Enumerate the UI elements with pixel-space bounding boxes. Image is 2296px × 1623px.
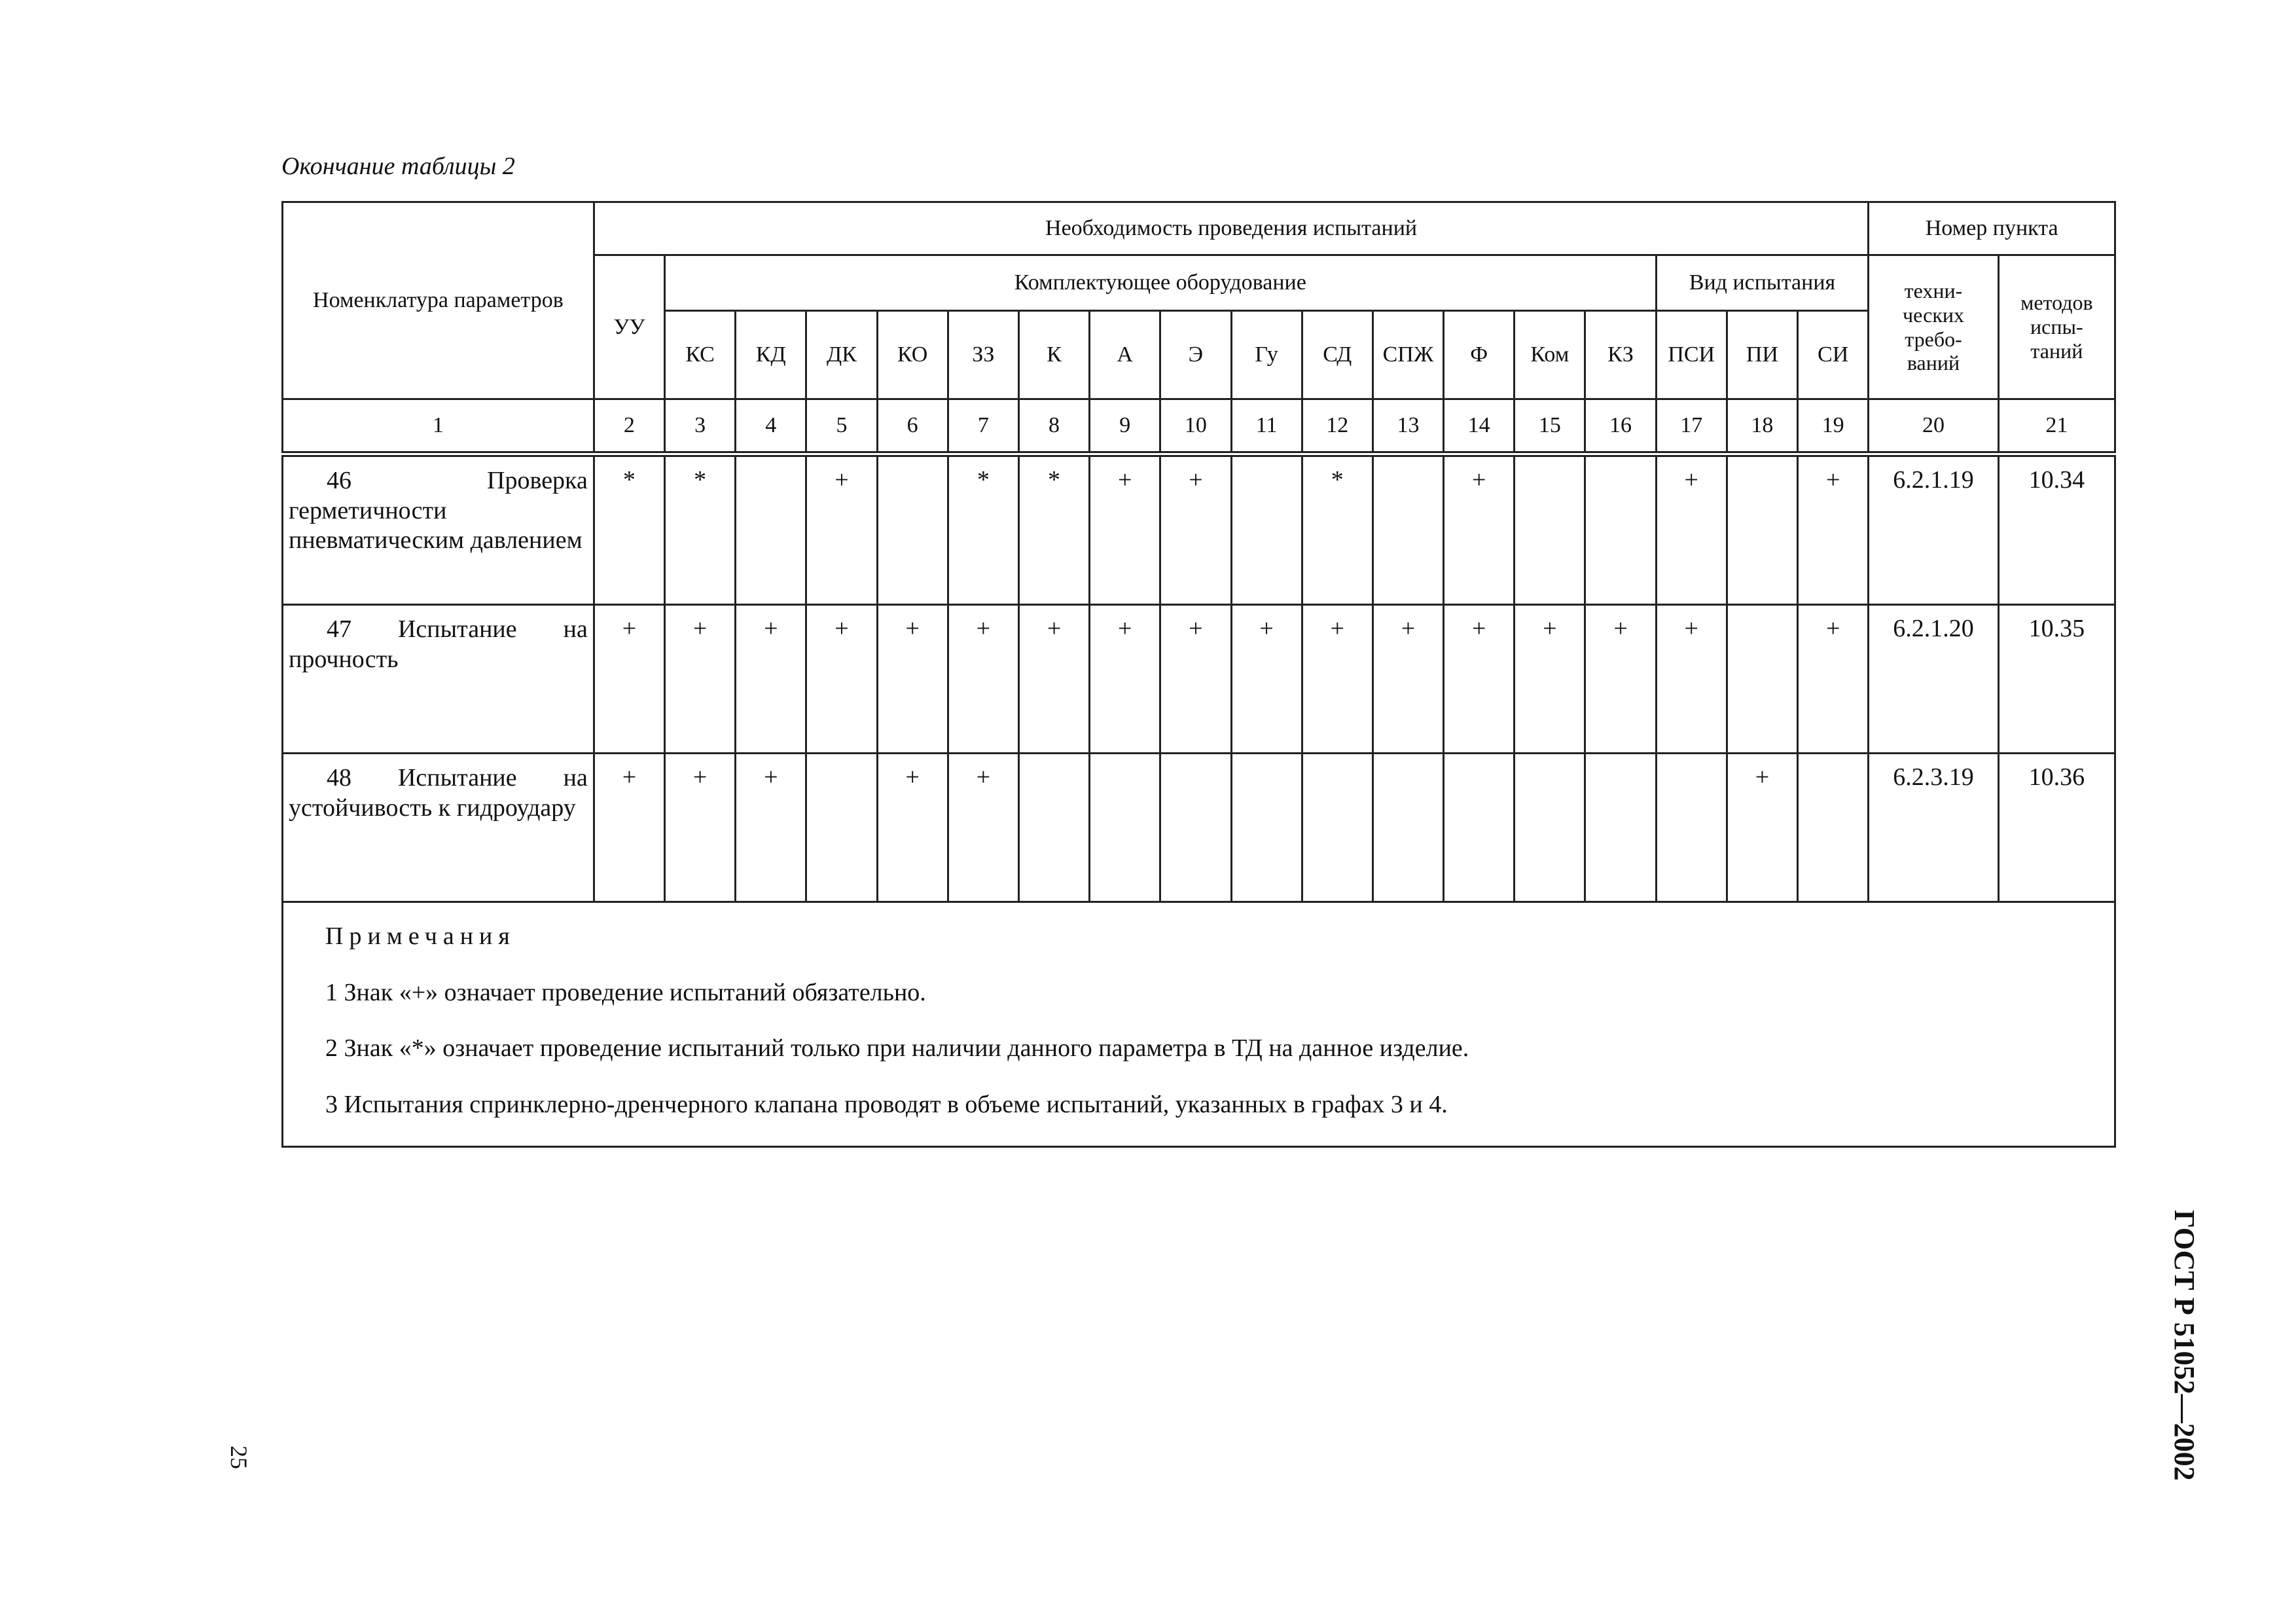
note-item: 2 Знак «*» означает проведение испытаний только при наличии данного параметра в ТД на данное изделие. <box>325 1034 1469 1063</box>
test-mark: + <box>1798 454 1869 605</box>
column-number: 11 <box>1231 399 1302 454</box>
test-requirements-table <box>281 201 2116 1148</box>
column-number: 21 <box>1998 399 2115 454</box>
test-mark <box>1372 454 1443 605</box>
test-mark: + <box>1231 605 1302 754</box>
column-number: 16 <box>1585 399 1656 454</box>
test-mark: + <box>1372 605 1443 754</box>
test-method-clause: 10.36 <box>1998 754 2115 902</box>
test-mark: + <box>806 605 877 754</box>
header-test-type: Вид испытания <box>1656 255 1869 311</box>
column-number: 3 <box>665 399 736 454</box>
test-mark: + <box>1515 605 1585 754</box>
column-number: 13 <box>1372 399 1443 454</box>
parameter-name-rest: герметичности пневматическим давлением <box>289 496 583 555</box>
table-row <box>283 454 2115 605</box>
test-mark: * <box>1018 454 1089 605</box>
test-mark: + <box>877 605 948 754</box>
test-mark <box>1727 605 1797 754</box>
parameter-name-rest: на прочность <box>289 615 588 673</box>
column-number: 2 <box>594 399 664 454</box>
test-mark <box>1302 754 1372 902</box>
column-number: 17 <box>1656 399 1727 454</box>
test-code: ПСИ <box>1656 311 1727 399</box>
equipment-code: КО <box>877 311 948 399</box>
column-number: 14 <box>1444 399 1515 454</box>
test-mark <box>1515 454 1585 605</box>
test-code: ПИ <box>1727 311 1797 399</box>
column-number: 5 <box>806 399 877 454</box>
test-method-clause: 10.34 <box>1998 454 2115 605</box>
test-mark: + <box>1090 605 1160 754</box>
column-number: 6 <box>877 399 948 454</box>
table-caption: Окончание таблицы 2 <box>281 153 515 180</box>
test-mark <box>1090 754 1160 902</box>
test-mark: + <box>736 605 806 754</box>
test-mark: + <box>877 754 948 902</box>
test-mark: + <box>594 754 664 902</box>
note-item: 3 Испытания спринклерно-дренчерного клапана проводят в объеме испытаний, указанных в графах 3 и 4. <box>325 1091 1448 1119</box>
column-number: 4 <box>736 399 806 454</box>
equipment-code: КЗ <box>1585 311 1656 399</box>
test-mark <box>1160 754 1231 902</box>
notes-section <box>283 902 2115 1147</box>
test-mark: * <box>1302 454 1372 605</box>
equipment-code: КС <box>665 311 736 399</box>
test-mark <box>1444 754 1515 902</box>
header-clause-number: Номер пункта <box>1869 202 2115 255</box>
column-number: 18 <box>1727 399 1797 454</box>
test-mark: + <box>1444 454 1515 605</box>
test-mark: + <box>948 754 1018 902</box>
column-number: 15 <box>1515 399 1585 454</box>
test-mark <box>736 454 806 605</box>
header-param-name: Номенклатура параметров <box>283 202 594 399</box>
test-mark: + <box>1018 605 1089 754</box>
column-number: 7 <box>948 399 1018 454</box>
page-number: 25 <box>226 1446 252 1469</box>
test-mark: + <box>948 605 1018 754</box>
table-row <box>283 605 2115 754</box>
parameter-name-lead: 48 Испытание <box>327 764 517 792</box>
test-mark: + <box>1656 605 1727 754</box>
header-test-methods: методов испы- таний <box>1998 255 2115 399</box>
equipment-code: Э <box>1160 311 1231 399</box>
equipment-code: СД <box>1302 311 1372 399</box>
test-mark: * <box>665 454 736 605</box>
test-mark <box>1585 454 1656 605</box>
test-mark: + <box>806 454 877 605</box>
test-mark: + <box>665 754 736 902</box>
test-mark: + <box>594 605 664 754</box>
parameter-name <box>283 754 594 902</box>
test-mark <box>1798 754 1869 902</box>
test-mark: + <box>1302 605 1372 754</box>
equipment-code: Гу <box>1231 311 1302 399</box>
equipment-code: Ф <box>1444 311 1515 399</box>
parameter-name <box>283 454 594 605</box>
column-number: 12 <box>1302 399 1372 454</box>
equipment-code: А <box>1090 311 1160 399</box>
test-mark <box>877 454 948 605</box>
test-mark: + <box>1090 454 1160 605</box>
test-mark: + <box>1160 605 1231 754</box>
equipment-code: Ком <box>1515 311 1585 399</box>
test-mark: * <box>948 454 1018 605</box>
equipment-code: СПЖ <box>1372 311 1443 399</box>
test-mark: + <box>1585 605 1656 754</box>
test-mark: * <box>594 454 664 605</box>
parameter-name-lead: 46 Проверка <box>327 467 588 494</box>
test-mark: + <box>665 605 736 754</box>
test-mark <box>1231 454 1302 605</box>
column-number: 19 <box>1798 399 1869 454</box>
header-tech-req: техни- ческих требо- ваний <box>1869 255 1998 399</box>
test-mark <box>1515 754 1585 902</box>
note-item: 1 Знак «+» означает проведение испытаний обязательно. <box>325 978 926 1006</box>
column-number: 9 <box>1090 399 1160 454</box>
test-mark: + <box>1798 605 1869 754</box>
test-code: СИ <box>1798 311 1869 399</box>
notes-title: Примечания <box>325 922 516 950</box>
parameter-name-rest: на устойчивость к гидроудару <box>289 764 588 822</box>
tech-req-clause: 6.2.3.19 <box>1869 754 1998 902</box>
header-necessity: Необходимость проведения испытаний <box>594 202 1869 255</box>
header-equipment: Комплектующее оборудование <box>665 255 1657 311</box>
standard-designation: ГОСТ Р 51052—2002 <box>2168 1210 2200 1481</box>
test-mark <box>1585 754 1656 902</box>
test-mark <box>1372 754 1443 902</box>
column-number: 20 <box>1869 399 1998 454</box>
test-mark: + <box>1727 754 1797 902</box>
equipment-code: ДК <box>806 311 877 399</box>
test-mark <box>1727 454 1797 605</box>
table-row <box>283 754 2115 902</box>
test-mark: + <box>1160 454 1231 605</box>
tech-req-clause: 6.2.1.20 <box>1869 605 1998 754</box>
test-mark <box>806 754 877 902</box>
test-method-clause: 10.35 <box>1998 605 2115 754</box>
equipment-code: ЗЗ <box>948 311 1018 399</box>
column-number: 8 <box>1018 399 1089 454</box>
test-mark <box>1231 754 1302 902</box>
column-number: 1 <box>283 399 594 454</box>
header-uu: УУ <box>594 255 664 399</box>
parameter-name <box>283 605 594 754</box>
test-mark: + <box>1656 454 1727 605</box>
test-mark: + <box>1444 605 1515 754</box>
equipment-code: К <box>1018 311 1089 399</box>
test-mark <box>1018 754 1089 902</box>
parameter-name-lead: 47 Испытание <box>327 615 517 643</box>
equipment-code: КД <box>736 311 806 399</box>
test-mark: + <box>736 754 806 902</box>
column-number: 10 <box>1160 399 1231 454</box>
tech-req-clause: 6.2.1.19 <box>1869 454 1998 605</box>
test-mark <box>1656 754 1727 902</box>
